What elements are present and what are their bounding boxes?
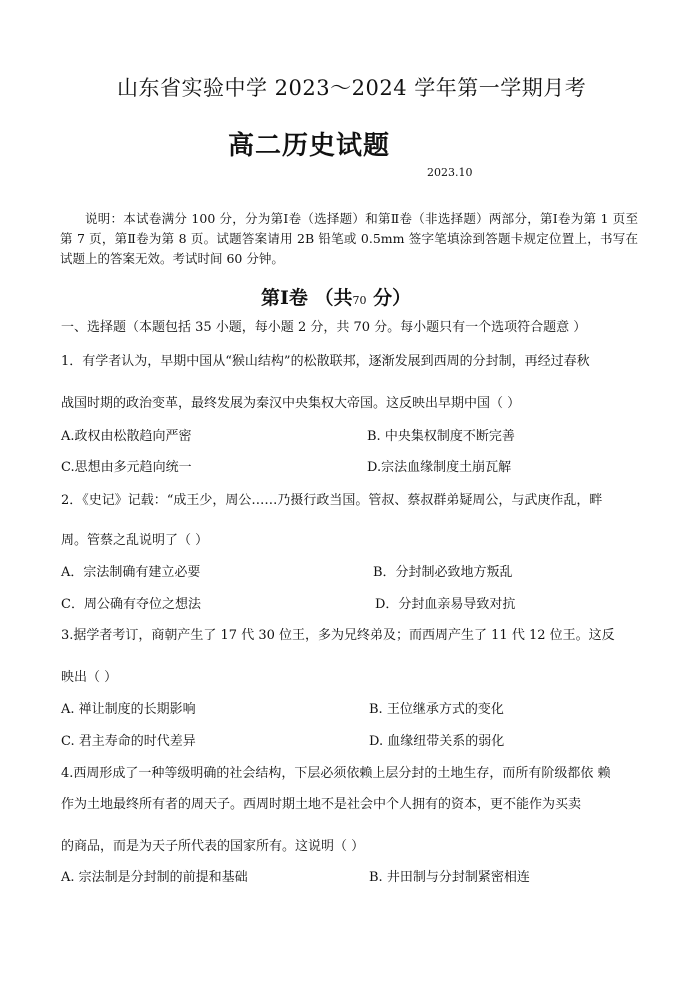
question-2-option-d[interactable]: D．分封血亲易导致对抗 — [375, 597, 516, 612]
page-title: 高二历史试题 — [228, 131, 391, 161]
question-4-line-3: 的商品，而是为天子所代表的国家所有。这说明（ ） — [61, 839, 365, 854]
section-score: 70 — [352, 294, 367, 307]
question-2-option-c[interactable]: C．周公确有夺位之想法 — [61, 597, 201, 612]
question-1-line-2: 战国时期的政治变革，最终发展为秦汉中央集权大帝国。这反映出早期中国（ ） — [61, 396, 521, 411]
question-2-line-1: 2．《史记》记载：“成王少，周公……乃摄行政当国。管叔、蔡叔群弟疑周公，与武庚作乱，畔 — [61, 493, 603, 508]
question-2-option-b[interactable]: B．分封制必致地方叛乱 — [373, 565, 513, 580]
question-4-line-2: 作为土地最终所有者的周天子。西周时期土地不是社会中个人拥有的资本，更不能作为买卖 — [61, 797, 582, 812]
section-title — [261, 283, 411, 310]
question-4-option-b[interactable]: B. 井田制与分封制紧密相连 — [369, 870, 530, 885]
question-1-option-a[interactable]: A.政权由松散趋向严密 — [61, 429, 192, 444]
question-4-line-1: 4.西周形成了一种等级明确的社会结构，下层必须依赖上层分封的土地生存，而所有阶级都依 赖 — [61, 766, 611, 781]
question-4-option-a[interactable]: A. 宗法制是分封制的前提和基础 — [61, 870, 248, 885]
question-1-option-d[interactable]: D.宗法血缘制度土崩瓦解 — [367, 460, 512, 475]
instructions: 说明：本试卷满分 100 分，分为第Ⅰ卷（选择题）和第Ⅱ卷（非选择题）两部分，第Ⅰ卷为第 1 页至第 7 页，第Ⅱ卷为第 8 页。试题答案请用 2B 铅笔或 0.5mm 签字笔填涂到答题卡规定位置上，书写在试题上的答案无效。考试时间 60 分钟。 — [60, 211, 638, 266]
question-2-option-a[interactable]: A．宗法制确有建立必要 — [61, 565, 201, 580]
exam-date: 2023.10 — [427, 166, 473, 179]
part1-heading: 一、选择题（本题包括 35 小题，每小题 2 分，共 70 分。每小题只有一个选项符合题意 ） — [61, 320, 587, 335]
question-3-line-2: 映出（ ） — [61, 670, 118, 685]
question-3-option-b[interactable]: B. 王位继承方式的变化 — [369, 702, 504, 717]
question-1-option-b[interactable]: B. 中央集权制度不断完善 — [367, 429, 515, 444]
section-title-text: 第Ⅰ卷 （共 — [261, 287, 353, 309]
question-3-option-c[interactable]: C. 君主寿命的时代差异 — [61, 734, 196, 749]
question-2-line-2: 周。管蔡之乱说明了（ ） — [61, 533, 209, 548]
section-unit: 分） — [373, 287, 412, 309]
question-3-option-a[interactable]: A. 禅让制度的长期影响 — [61, 702, 196, 717]
question-1-line-1: 1．有学者认为，早期中国从“猴山结构”的松散联邦，逐渐发展到西周的分封制，再经过春秋 — [61, 354, 590, 369]
school-exam-title: 山东省实验中学 2023～2024 学年第一学期月考 — [117, 76, 587, 100]
question-1-option-c[interactable]: C.思想由多元趋向统一 — [61, 460, 192, 475]
question-3-option-d[interactable]: D. 血缘纽带关系的弱化 — [369, 734, 505, 749]
question-3-line-1: 3.据学者考订，商朝产生了 17 代 30 位王，多为兄终弟及；而西周产生了 11 代 12 位王。这反 — [61, 628, 615, 643]
